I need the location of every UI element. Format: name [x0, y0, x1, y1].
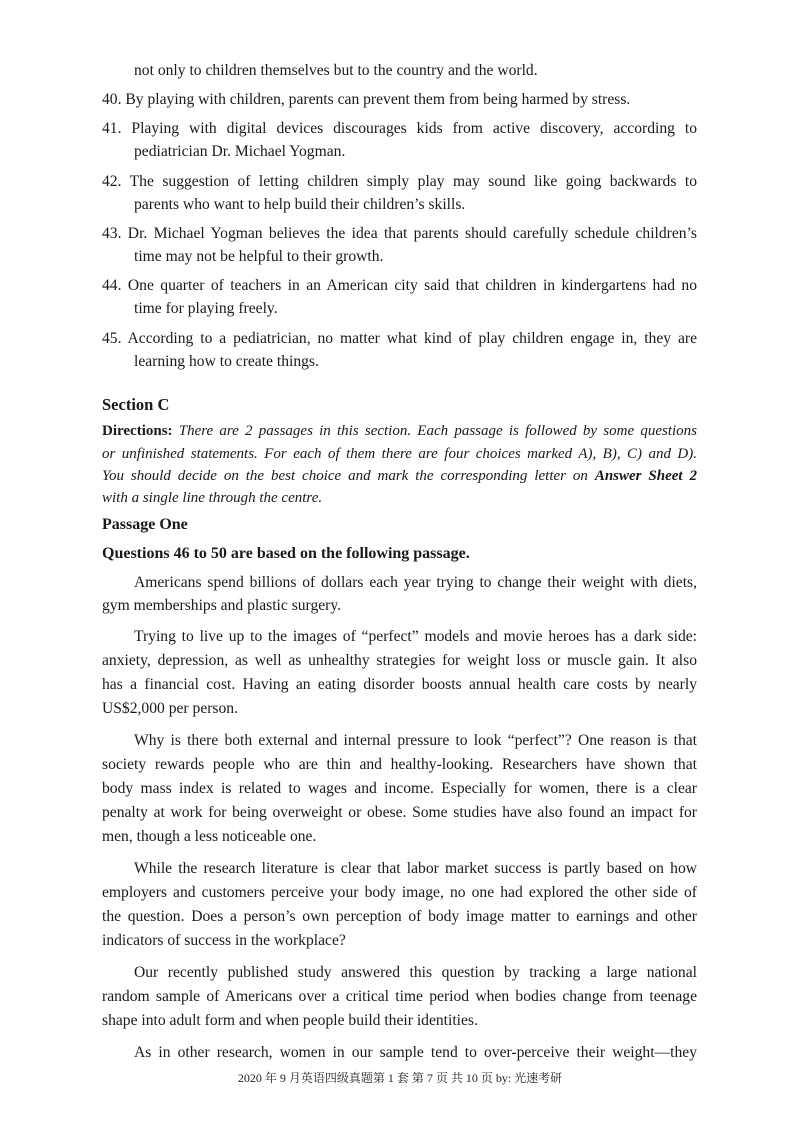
section-c-heading: Section C [102, 395, 170, 414]
paragraph-1-line-2: gym memberships and plastic surgery. [102, 597, 342, 614]
directions-line-3 [102, 465, 697, 487]
paragraph-2-line-3: has a financial cost. Having an eating disorder boosts annual health care costs by nearly [102, 676, 697, 693]
paragraph-5-line-3: shape into adult form and when people build their identities. [102, 1012, 478, 1029]
statement-43-line-1: 43. Dr. Michael Yogman believes the idea that parents should carefully schedule children’s [102, 225, 697, 242]
paragraph-3-line-5: men, though a less noticeable one. [102, 828, 317, 845]
paragraph-1-line-1: Americans spend billions of dollars each year trying to change their weight with diets, [134, 574, 697, 591]
paragraph-3-line-2: society rewards people who are thin and healthy-looking. Researchers have shown that [102, 756, 697, 773]
paragraph-3-line-3: body mass index is related to wages and income. Especially for women, there is a clear [102, 780, 697, 797]
paragraph-2-line-1: Trying to live up to the images of “perfect” models and movie heroes has a dark side: [134, 628, 697, 645]
paragraph-4-line-2: employers and customers perceive your body image, no one had explored the other side of [102, 884, 697, 901]
directions-line-4: with a single line through the centre. [102, 490, 323, 506]
directions-line-2: or unfinished statements. For each of them there are four choices marked A), B), C) and D). [102, 446, 697, 462]
statement-40: 40. By playing with children, parents can prevent them from being harmed by stress. [102, 91, 631, 108]
paragraph-4-line-1: While the research literature is clear that labor market success is partly based on how [134, 860, 697, 877]
paragraph-2-line-2: anxiety, depression, as well as unhealthy strategies for weight loss or muscle gain. It also [102, 652, 697, 669]
directions-label: Directions: [102, 423, 173, 439]
paragraph-2-line-4: US$2,000 per person. [102, 700, 238, 717]
paragraph-5-line-2: random sample of Americans over a critical time period when bodies change from teenage [102, 988, 697, 1005]
questions-range-heading: Questions 46 to 50 are based on the following passage. [102, 545, 470, 562]
paragraph-4-line-4: indicators of success in the workplace? [102, 932, 346, 949]
question-39-continuation: not only to children themselves but to the country and the world. [134, 62, 538, 79]
answer-sheet-2-label: Answer Sheet 2 [594, 468, 697, 484]
passage-one-heading: Passage One [102, 516, 188, 533]
paragraph-5-line-1: Our recently published study answered this question by tracking a large national [134, 964, 697, 981]
statement-41-line-1: 41. Playing with digital devices discourages kids from active discovery, according to [102, 120, 697, 137]
statement-45-line-2: learning how to create things. [134, 353, 319, 370]
statement-42-line-1: 42. The suggestion of letting children simply play may sound like going backwards to [102, 173, 697, 190]
paragraph-3-line-1: Why is there both external and internal pressure to look “perfect”? One reason is that [134, 732, 697, 749]
paragraph-3-line-4: penalty at work for being overweight or obese. Some studies have also found an impact for [102, 804, 697, 821]
directions-text-1: There are 2 passages in this section. Each passage is followed by some questions [172, 423, 697, 439]
paragraph-6-line-1: As in other research, women in our sample tend to over-perceive their weight—they [134, 1044, 697, 1061]
page-footer: 2020 年 9 月英语四级真题第 1 套 第 7 页 共 10 页 by: 光速考研 [237, 1071, 563, 1085]
statement-44-line-2: time for playing freely. [134, 300, 278, 317]
directions-text-3: You should decide on the best choice and mark the corresponding letter on [102, 468, 595, 484]
statement-44-line-1: 44. One quarter of teachers in an American city said that children in kindergartens had no [102, 277, 697, 294]
statement-42-line-2: parents who want to help build their children’s skills. [134, 196, 466, 213]
directions-line-1 [102, 420, 697, 442]
statement-43-line-2: time may not be helpful to their growth. [134, 248, 384, 265]
statement-45-line-1: 45. According to a pediatrician, no matter what kind of play children engage in, they are [102, 330, 697, 347]
statement-41-line-2: pediatrician Dr. Michael Yogman. [134, 143, 346, 160]
paragraph-4-line-3: the question. Does a person’s own perception of body image matter to earnings and other [102, 908, 697, 925]
